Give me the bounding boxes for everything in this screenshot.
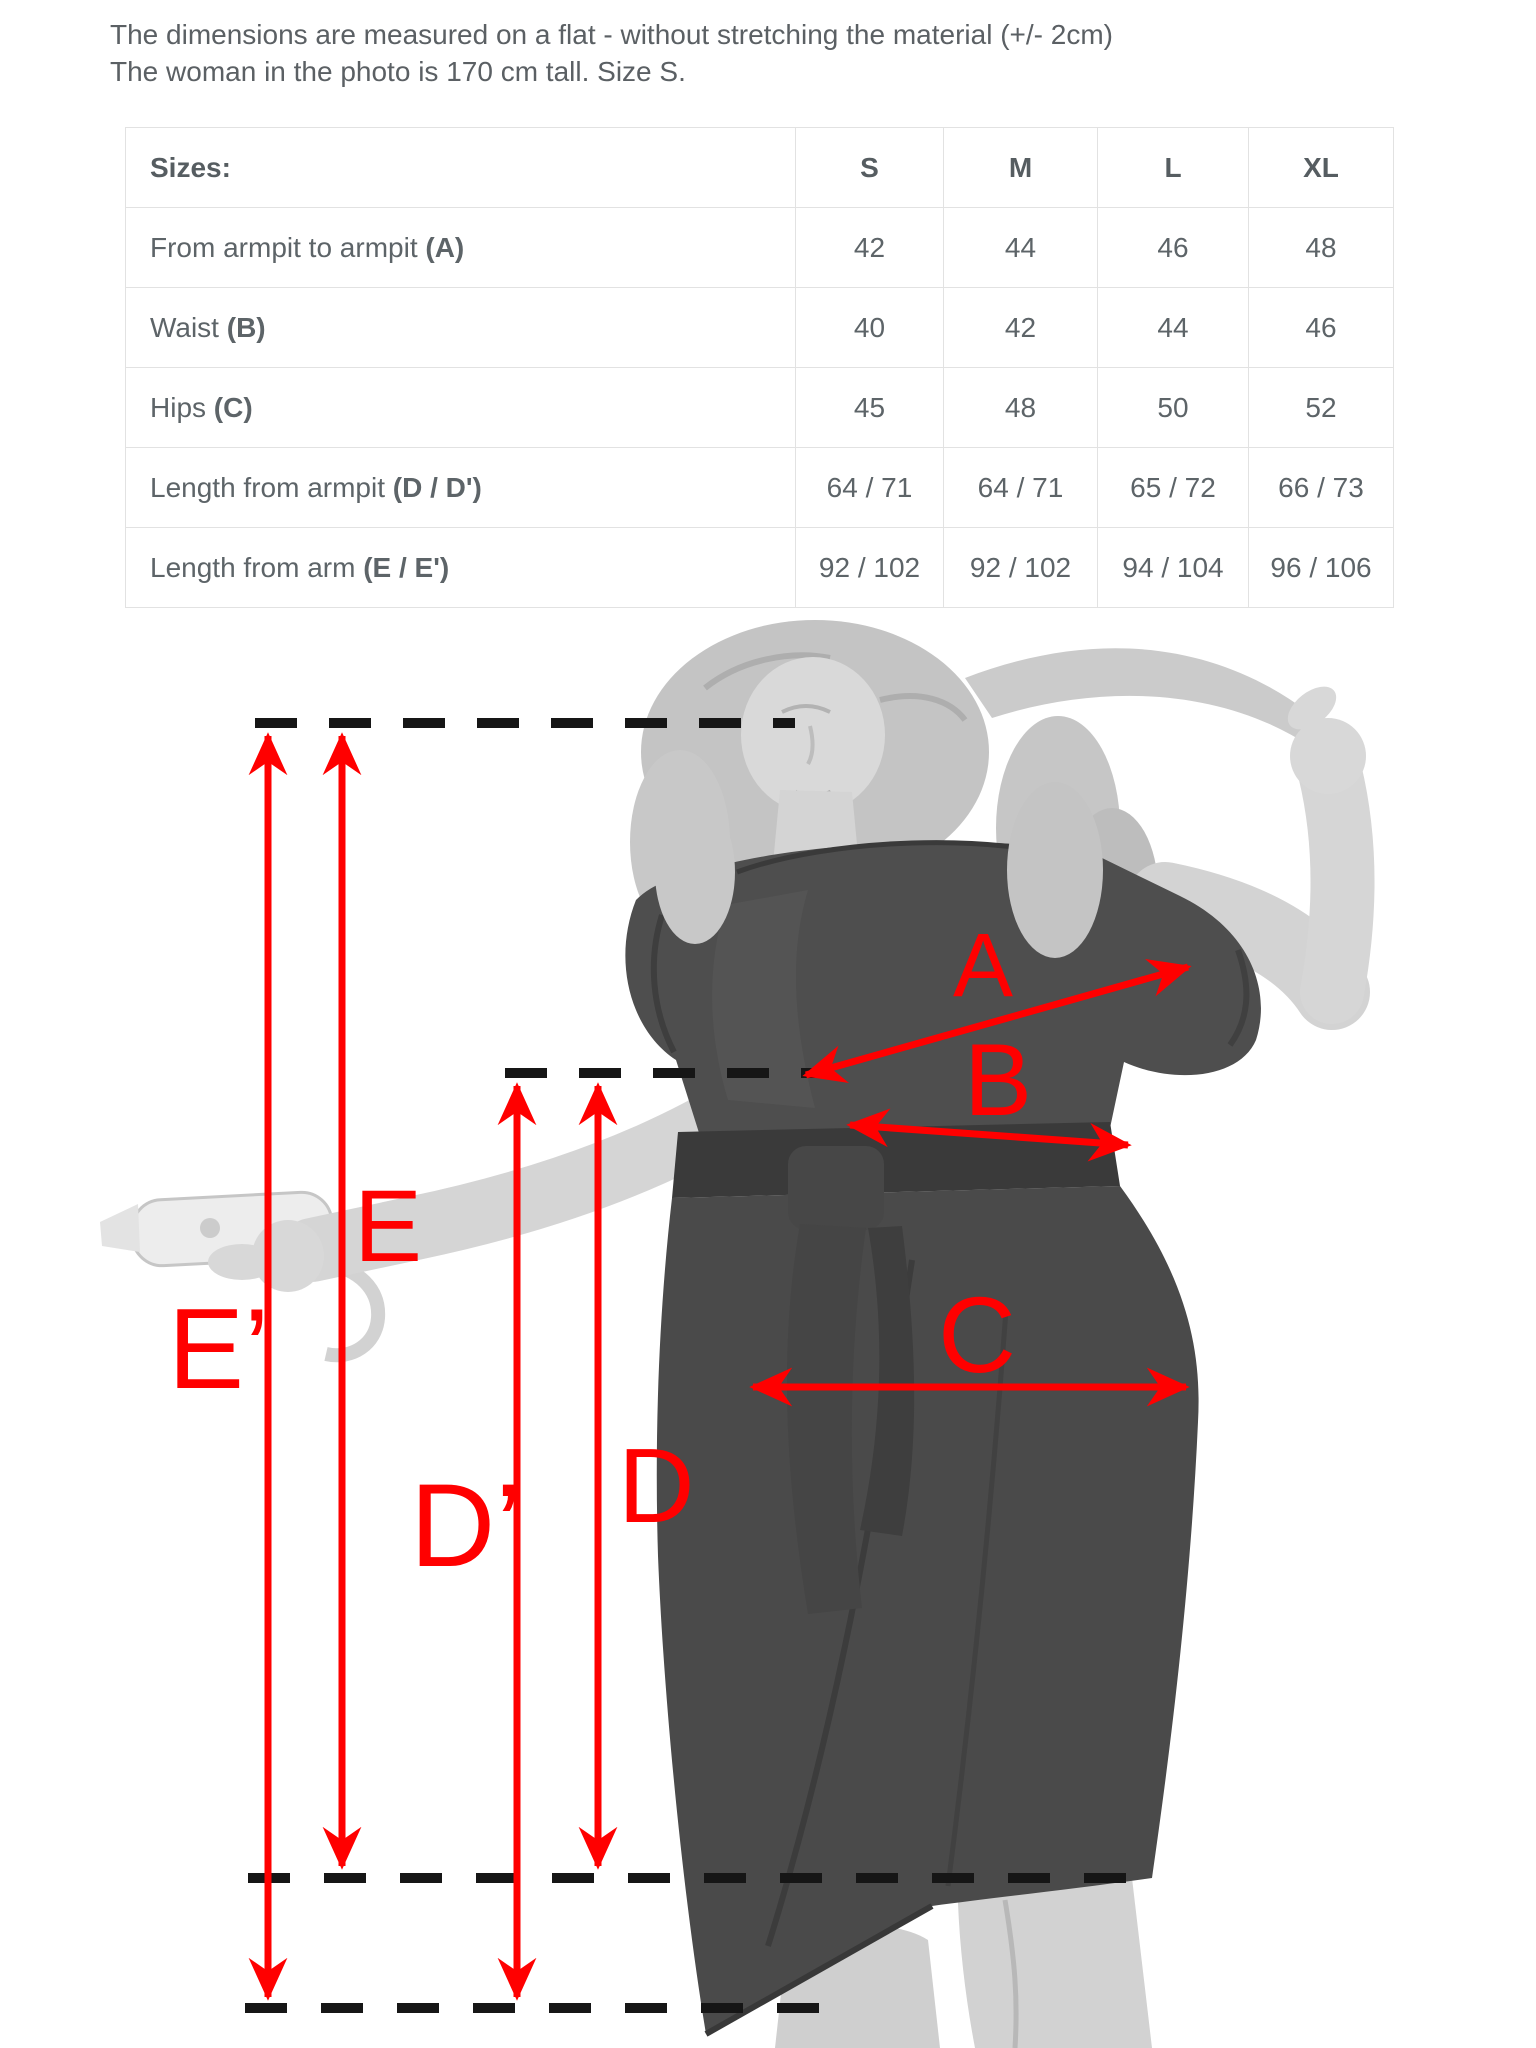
size-value-cell: 44 [944,208,1098,288]
intro-line-2: The woman in the photo is 170 cm tall. Size S. [110,56,686,87]
size-value-cell: 44 [1098,288,1249,368]
diagram-label-A: A [953,916,1014,1016]
diagram-label-B: B [964,1023,1033,1137]
size-column-l: L [1098,128,1249,208]
size-column-m: M [944,128,1098,208]
size-value-cell: 42 [796,208,944,288]
size-value-cell: 52 [1249,368,1394,448]
model-photo [100,620,1366,2048]
size-value-cell: 48 [944,368,1098,448]
size-value-cell: 96 / 106 [1249,528,1394,608]
diagram-label-C: C [938,1274,1016,1395]
sizes-corner-label: Sizes: [126,128,796,208]
model-hair-strand [965,648,1318,746]
size-value-cell: 65 / 72 [1098,448,1249,528]
size-value-cell: 42 [944,288,1098,368]
row-label: Waist (B) [126,288,796,368]
size-value-cell: 92 / 102 [944,528,1098,608]
size-value-cell: 45 [796,368,944,448]
size-column-s: S [796,128,944,208]
row-code: (A) [425,231,465,263]
intro-line-1: The dimensions are measured on a flat - without stretching the material (+/- 2cm) [110,19,1113,50]
size-value-cell: 46 [1098,208,1249,288]
diagram-label-D: D [618,1427,695,1545]
diagram-label-D-prime: D’ [410,1460,522,1592]
belt-knot [788,1146,884,1230]
row-code: (D / D') [392,471,482,503]
size-value-cell: 40 [796,288,944,368]
row-label: Length from arm (E / E') [126,528,796,608]
size-value-cell: 66 / 73 [1249,448,1394,528]
diagram-label-E-prime: E’ [168,1286,270,1413]
row-label: Hips (C) [126,368,796,448]
size-column-xl: XL [1249,128,1394,208]
size-value-cell: 64 / 71 [796,448,944,528]
size-value-cell: 50 [1098,368,1249,448]
row-code: (B) [226,311,266,343]
row-label: From armpit to armpit (A) [126,208,796,288]
row-code: (E / E') [363,551,450,583]
model-hair-front-right [1007,782,1103,958]
size-value-cell: 64 / 71 [944,448,1098,528]
dress-belt [672,1122,1120,1198]
row-label: Length from armpit (D / D') [126,448,796,528]
row-code: (C) [213,391,253,423]
size-value-cell: 48 [1249,208,1394,288]
diagram-label-E: E [354,1169,423,1283]
size-value-cell: 94 / 104 [1098,528,1249,608]
model-forearm-right [1330,772,1343,992]
size-value-cell: 92 / 102 [796,528,944,608]
model-hand-right [1290,718,1366,794]
size-value-cell: 46 [1249,288,1394,368]
model-hair-front-left [655,800,735,944]
